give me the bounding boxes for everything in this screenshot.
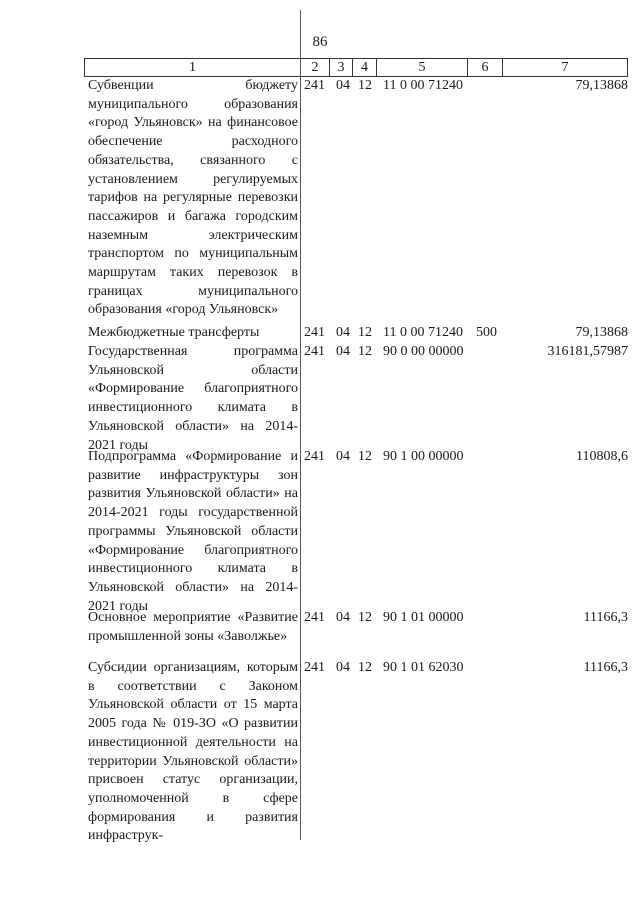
row-name: Субвенции бюджету муниципального образования «город Ульяновск» на финансовое обеспечение расходного обязательства, связанного с установлением регулируемых тарифов на регулярные перевозки пассажиров и багажа городским наземным электрическим транспортом по муниципальным маршрутам таких перевозок в границах муниципального образования «город Ульяновск»: [88, 78, 298, 318]
row-code-3: 04: [336, 78, 350, 93]
header-col-4: 4: [352, 59, 376, 76]
row-name: Подпрограмма «Формирование и развитие инфраструктуры зон развития Ульяновской области» на 2014-2021 годы государственной программы Ульяновской области «Формирование благоприятного инвестиционного климата в Ульяновской области» на 2014-2021 годы: [88, 449, 298, 614]
row-code-3: 04: [336, 610, 350, 625]
row-code-5: 11 0 00 71240: [383, 78, 463, 93]
row-code-5: 90 1 00 00000: [383, 449, 464, 464]
row-code-5: 90 1 01 62030: [383, 660, 464, 675]
row-name: Субсидии организациям, которым в соответствии с Законом Ульяновской области от 15 марта 2005 года № 019-ЗО «О развитии инвестиционной деятельности на территории Ульяновской области» присвоен статус организации, уполномоченной в сфере формирования и развития инфраструк-: [88, 660, 298, 844]
table-header: [84, 58, 628, 77]
row-name: Основное мероприятие «Развитие промышленной зоны «Заволжье»: [88, 610, 298, 644]
row-code-4: 12: [358, 660, 372, 675]
row-code-6: 500: [476, 325, 497, 340]
header-col-7: 7: [502, 59, 628, 76]
row-code-3: 04: [336, 660, 350, 675]
page-number: 86: [312, 34, 328, 50]
header-col-5: 5: [376, 59, 467, 76]
row-code-5: 90 0 00 00000: [383, 344, 464, 359]
header-col-3: 3: [329, 59, 352, 76]
row-code-4: 12: [358, 325, 372, 340]
row-amount: 79,13868: [575, 78, 628, 93]
row-code-2: 241: [304, 325, 325, 340]
row-code-3: 04: [336, 449, 350, 464]
row-code-2: 241: [304, 344, 325, 359]
row-name: Государственная программа Ульяновской области «Формирование благоприятного инвестиционного климата в Ульяновской области» на 2014-2021 годы: [88, 344, 298, 453]
row-code-2: 241: [304, 449, 325, 464]
row-code-5: 11 0 00 71240: [383, 325, 463, 340]
row-code-3: 04: [336, 325, 350, 340]
header-col-2: 2: [300, 59, 329, 76]
row-code-2: 241: [304, 78, 325, 93]
row-amount: 316181,57987: [547, 344, 628, 359]
row-code-4: 12: [358, 610, 372, 625]
row-code-5: 90 1 01 00000: [383, 610, 464, 625]
row-amount: 11166,3: [583, 610, 628, 625]
row-amount: 11166,3: [583, 660, 628, 675]
row-amount: 79,13868: [575, 325, 628, 340]
row-name: Межбюджетные трансферты: [88, 325, 260, 340]
header-col-1: 1: [84, 59, 300, 76]
row-code-2: 241: [304, 660, 325, 675]
row-code-4: 12: [358, 344, 372, 359]
column-divider: [300, 10, 301, 840]
header-col-6: 6: [467, 59, 502, 76]
row-code-4: 12: [358, 78, 372, 93]
row-code-3: 04: [336, 344, 350, 359]
row-code-4: 12: [358, 449, 372, 464]
row-amount: 110808,6: [576, 449, 628, 464]
row-code-2: 241: [304, 610, 325, 625]
